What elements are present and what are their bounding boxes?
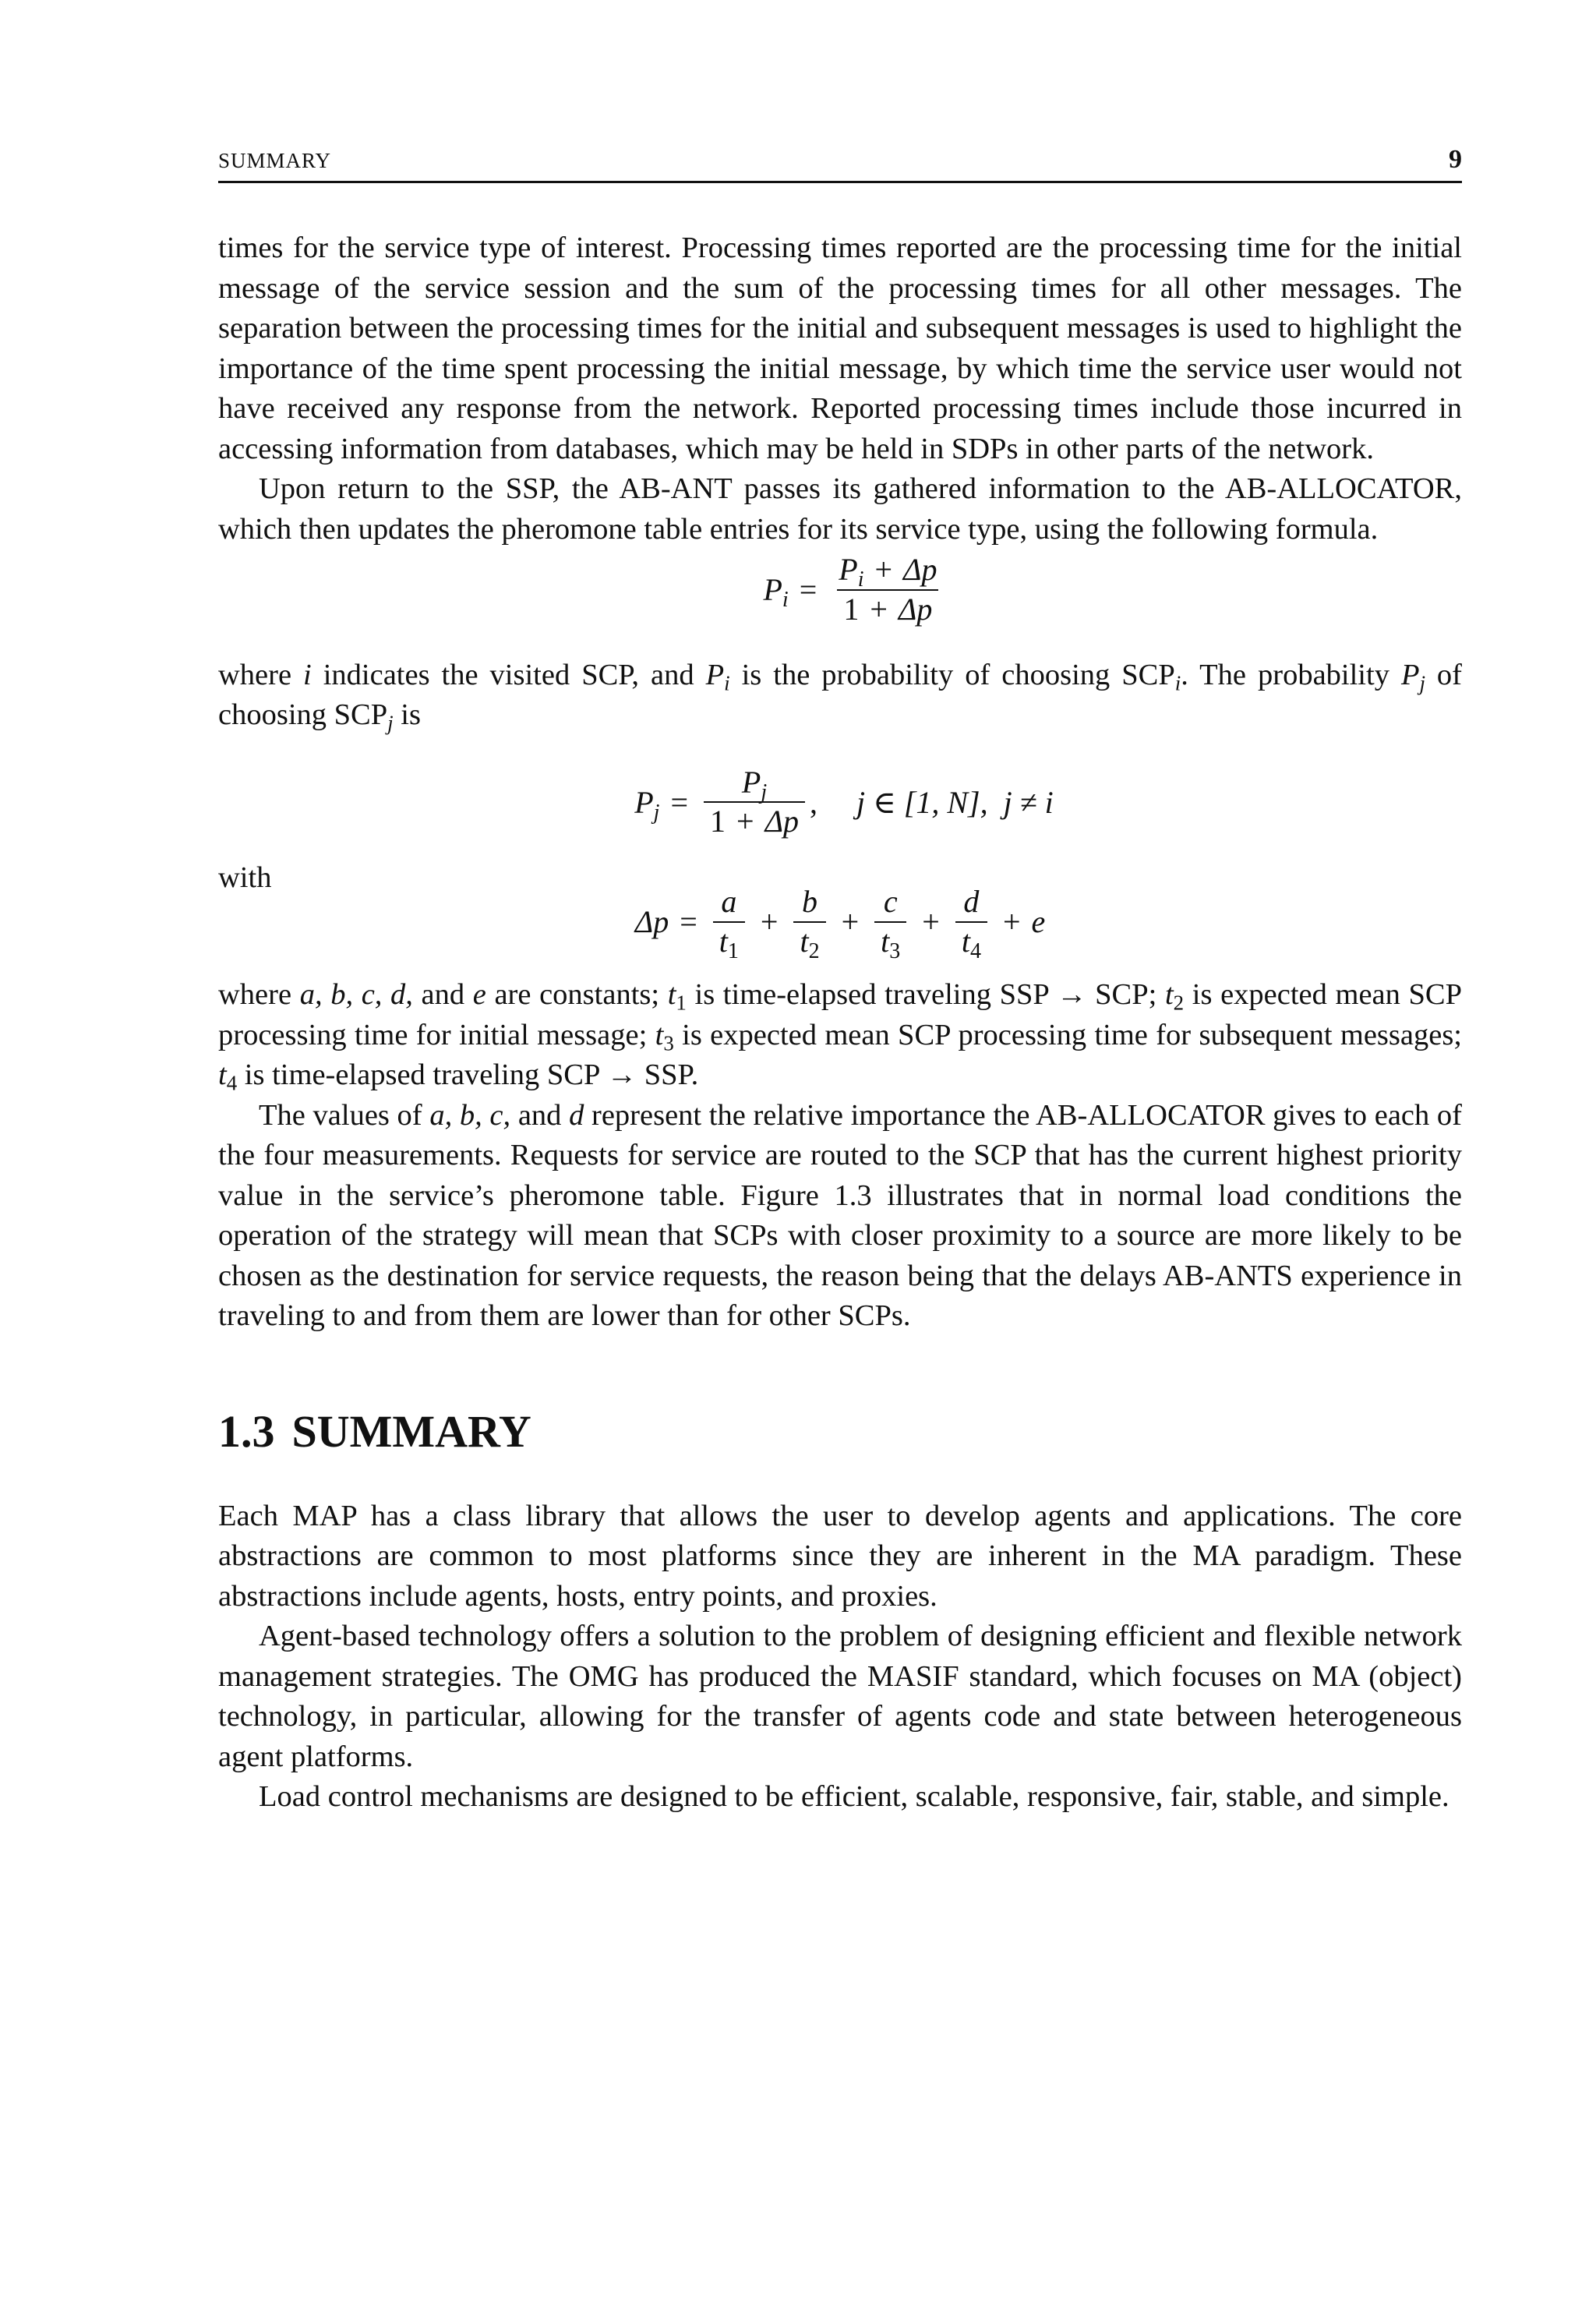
eq3-frac-a [713,884,745,963]
eq1-num-plus: + [874,552,893,587]
var-P: P [705,658,725,691]
document-page [218,145,1462,1818]
var-t2: t [1164,978,1174,1012]
eq1-lhs [763,571,789,613]
text-values-of: The values of [259,1098,430,1132]
eq2-j-neq: j ≠ i [1003,784,1054,820]
eq2-equals: = [670,784,688,820]
eq3-b: b [802,884,818,920]
text-t2-desc: is expected mean SCP processing time for initial message; [218,978,1462,1051]
var-t2-sub: 2 [1173,991,1185,1015]
eq3-t1-t: t [719,923,728,959]
eq3-t1 [713,921,745,963]
eq3-plus-2: + [841,904,860,940]
var-Pj: P [1400,658,1420,691]
with-delta-block [218,858,1462,975]
text-t1-desc: is time-elapsed traveling SSP → SCP; [686,978,1165,1012]
eq2-lhs [634,784,660,825]
var-e: e [472,978,486,1012]
eq2-fraction [704,765,805,840]
text-probability: is the probability of choosing SCP [729,658,1175,691]
text-where-2: where [218,978,300,1012]
var-d: d [569,1098,584,1132]
eq3-c: c [883,884,898,920]
text-t4-desc: is time-elapsed traveling SCP → SSP. [237,1058,699,1092]
var-t3: t [655,1018,664,1051]
eq3-plus-3: + [922,904,940,940]
eq2-den-plus: + [736,804,754,839]
paragraph-map-library: Each MAP has a class library that allows the user to develop agents and applications. The core abstractions are common to most platforms since they are inherent in the MA paradigm. These abstractions include agents, hosts, entry points, and proxies. [218,1499,1462,1613]
body-text [218,228,1462,1818]
eq2-numerator [736,765,773,802]
var-i: i [303,658,312,691]
text-importance: represent the relative importance the AB-ALLOCATOR gives to each of the four measurements. Requests for service are routed to the SCP that has the current highest priority value in the service’s pheromone table. Figure 1.3 illustrates that in normal load conditions the operation of the strategy will mean that SCPs with closer proximity to a source are more likely to be chosen as the destination for service requests, the reason being that the delays AB-ANTS experience in traveling to and from them are lower than for other SCPs. [218,1098,1462,1333]
eq3-a: a [721,884,737,920]
eq3-e: e [1031,904,1046,940]
var-abcd: a, b, c, d, [299,978,413,1012]
eq3-d: d [963,884,980,920]
eq2-sub-j: j [653,800,660,825]
eq2-P: P [634,784,654,820]
var-t4-sub: 4 [226,1071,238,1095]
text-is: is [393,698,421,732]
eq3-t3-t: t [881,923,890,959]
running-title: SUMMARY [218,149,332,172]
text-and-2: and [510,1098,570,1132]
paragraph-ab-ant-return: Upon return to the SSP, the AB-ANT passes its gathered information to the AB-ALLOCATOR, which then updates the pheromone table entries for its service type, using the following formula. [218,472,1462,546]
paragraph-constants [218,975,1462,1096]
eq2-den-delta-p: Δp [764,804,800,839]
eq2-den-one: 1 [710,804,726,839]
text-the-prob: . The probability [1181,658,1401,691]
equation-pi-update [218,553,1462,627]
eq1-denominator [837,589,938,627]
var-SCP-sub-i: i [1174,671,1181,695]
paragraph-agent-technology: Agent-based technology offers a solution to the problem of designing efficient and flexible network management strategies. The OMG has produced the MASIF standard, which focuses on MA (object) technology, in particular, allowing for the transfer of agents code and state between heterogeneous agent platforms. [218,1620,1462,1773]
text-with: with [218,861,272,895]
var-SCP-sub-j: j [387,711,394,735]
running-header [218,145,1462,183]
eq3-plus-1: + [760,904,779,940]
eq3-delta-p: Δp [634,904,669,940]
equation-pj-update [218,765,1462,840]
var-t3-sub: 3 [663,1031,674,1055]
eq3-t3-sub: 3 [889,938,901,963]
eq1-sub-i: i [782,588,789,613]
eq1-fraction [832,553,943,627]
paragraph-where-i [218,655,1462,736]
eq3-frac-d [955,884,987,963]
text-constants: are constants; [486,978,668,1012]
var-Pj-sub-j: j [1419,671,1425,695]
text-and: and [412,978,473,1012]
var-abc: a, b, c, [429,1098,511,1132]
section-heading [218,1405,1462,1458]
eq2-j-domain: j ∈ [1, N], [856,784,988,820]
eq3-plus-4: + [1002,904,1021,940]
eq3-t2 [793,921,825,963]
eq3-frac-b [793,884,825,963]
var-P-sub-i: i [724,671,730,695]
eq1-P: P [763,572,782,608]
equation-delta-p [218,884,1462,963]
eq3-t4-t: t [961,923,970,959]
eq2-denominator [704,801,805,839]
eq3-t4-sub: 4 [969,938,981,963]
section-number: 1.3 [218,1405,275,1457]
eq1-den-one: 1 [843,591,860,627]
eq1-num-P: P [839,552,858,587]
text-where: where [218,658,304,691]
var-t4: t [218,1058,227,1092]
eq3-t2-t: t [800,923,809,959]
var-t1: t [667,978,676,1012]
eq1-numerator [832,552,943,592]
eq3-t3 [874,921,906,963]
text-t3-desc: is expected mean SCP processing time for subsequent messages; [673,1018,1462,1051]
eq1-num-delta-p: Δp [903,552,937,587]
eq1-den-delta-p: Δp [898,591,933,627]
eq3-t2-sub: 2 [808,938,820,963]
text-visited: indicates the visited SCP, and [311,658,706,691]
eq3-frac-c [874,884,906,963]
eq3-t4 [955,921,987,963]
paragraph-relative-importance [218,1096,1462,1337]
var-t1-sub: 1 [676,991,687,1015]
eq2-num-sub-j: j [761,779,768,804]
eq1-equals: = [799,572,817,608]
eq1-num-sub-i: i [857,567,864,592]
eq2-comma: , [810,784,818,820]
eq3-t1-sub: 1 [727,938,739,963]
eq3-equals: = [680,904,697,940]
paragraph-processing-times: times for the service type of interest. Processing times reported are the processing time for the initial message of the service session and the sum of the processing times for all other messages. The separation between the processing times for the initial and subsequent messages is used to highlight the importance of the time spent processing the initial message, by which time the service user would not have received any response from the network. Reported processing times include those incurred in accessing information from databases, which may be held in SDPs in other parts of the network. [218,231,1462,465]
paragraph-load-control: Load control mechanisms are designed to be efficient, scalable, responsive, fair, stable, and simple. [259,1780,1449,1814]
text-of-choosing: of choosing SCP [218,658,1463,732]
eq2-num-P: P [741,764,761,800]
page-number: 9 [1449,145,1462,174]
eq1-den-plus: + [870,591,888,627]
section-title: SUMMARY [291,1405,531,1457]
